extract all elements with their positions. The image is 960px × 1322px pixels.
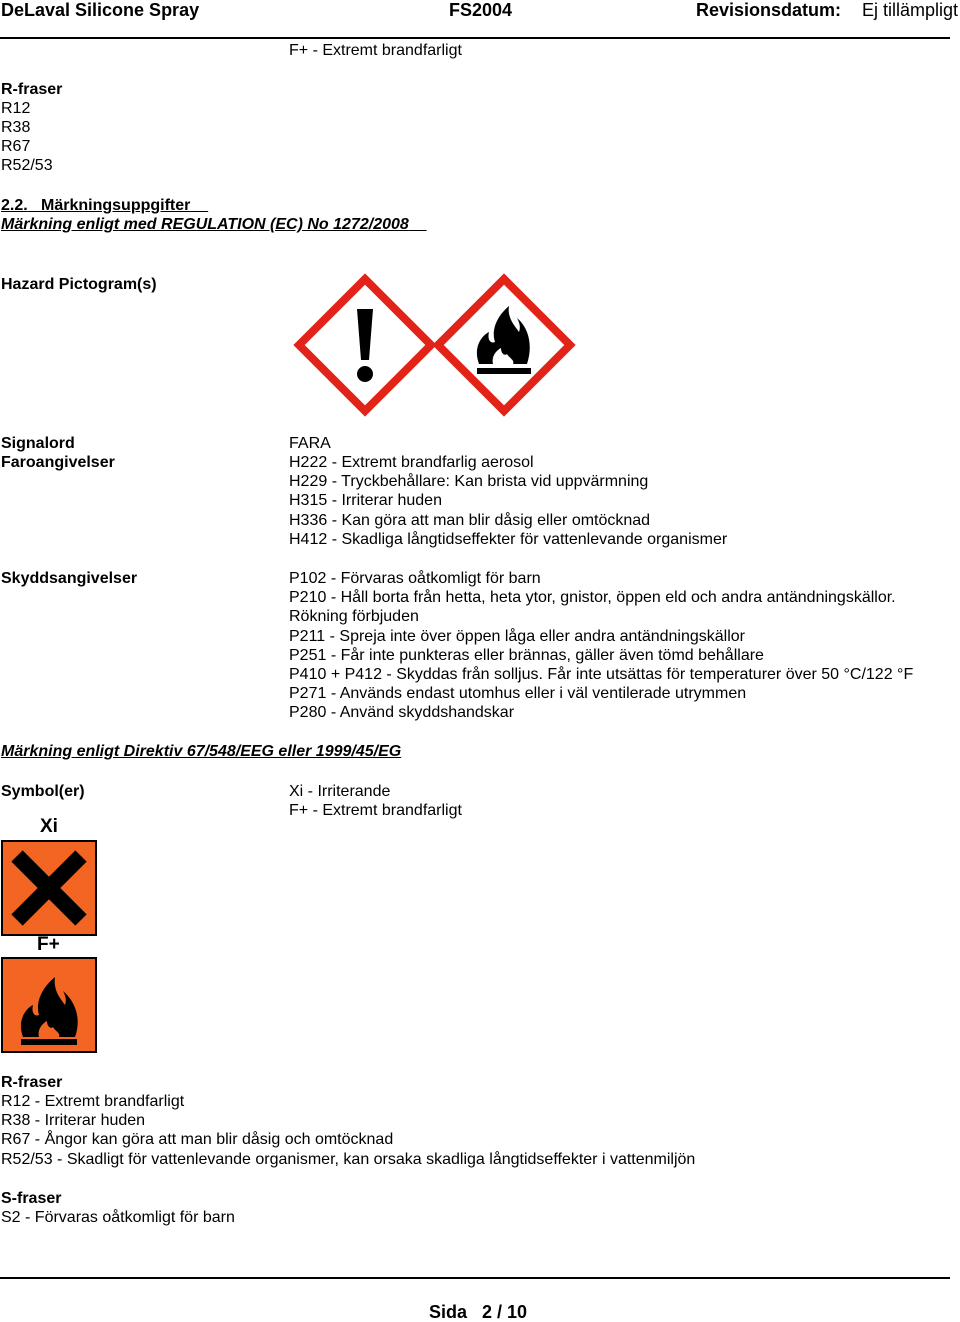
precautionary-statement: P210 - Håll borta från hetta, heta ytor, gnistor, öppen eld och andra antändningskällor. bbox=[289, 589, 896, 607]
hazard-statement: H222 - Extremt brandfarlig aerosol bbox=[289, 454, 534, 471]
flame-icon bbox=[435, 276, 573, 414]
rphrase-item: R38 - Irriterar huden bbox=[1, 1112, 146, 1130]
symbols-label: Symbol(er) bbox=[1, 783, 85, 800]
precautionary-statement: Rökning förbjuden bbox=[289, 608, 419, 626]
precautionary-statement: P410 + P412 - Skyddas från solljus. Får inte utsättas för temperaturer över 50 °C/122 °F bbox=[289, 665, 914, 683]
precautionary-statement: P102 - Förvaras oåtkomligt för barn bbox=[289, 570, 541, 587]
page-indicator bbox=[429, 1302, 527, 1322]
hazard-statement: H336 - Kan göra att man blir dåsig eller omtöcknad bbox=[289, 511, 651, 529]
precautionary-statement: P211 - Spreja inte över öppen låga eller andra antändningskällor bbox=[289, 627, 746, 645]
exclamation-mark-icon bbox=[296, 276, 434, 414]
xi-symbol-code: Xi bbox=[40, 816, 58, 837]
symbol-item: Xi - Irriterande bbox=[289, 783, 391, 800]
precautionary-statements-list bbox=[289, 569, 913, 723]
page-value: 2 / 10 bbox=[482, 1302, 528, 1322]
rphrases-top-title: R-fraser bbox=[1, 81, 63, 98]
rphrase-top-item: R67 bbox=[1, 138, 31, 155]
page-label: Sida bbox=[429, 1302, 468, 1322]
hazard-statements-label: Faroangivelser bbox=[1, 454, 115, 471]
precautionary-statements-label: Skyddsangivelser bbox=[1, 570, 138, 587]
section-subtitle-text: Märkning enligt med REGULATION (EC) No 1272/2008 bbox=[1, 216, 409, 233]
sphrase-item: S2 - Förvaras oåtkomligt för barn bbox=[1, 1209, 235, 1226]
symbol-item: F+ - Extremt brandfarligt bbox=[289, 802, 462, 820]
rphrase-item: R52/53 - Skadligt för vattenlevande organismer, kan orsaka skadliga långtidseffekter i vattenmiljön bbox=[1, 1150, 696, 1168]
section-number: 2.2. bbox=[1, 197, 28, 214]
hazard-statement: H315 - Irriterar huden bbox=[289, 492, 442, 510]
rphrase-item: R67 - Ångor kan göra att man blir dåsig och omtöcknad bbox=[1, 1131, 394, 1149]
directive-title: Märkning enligt Direktiv 67/548/EEG eller 1999/45/EG bbox=[1, 743, 402, 760]
hazard-statement: H412 - Skadliga långtidseffekter för vattenlevande organismer bbox=[289, 530, 728, 548]
sphrases-title: S-fraser bbox=[1, 1190, 62, 1207]
symbols-list bbox=[289, 782, 462, 820]
section-title: Märkningsuppgifter bbox=[41, 197, 191, 214]
x-cross-icon bbox=[1, 840, 97, 936]
precautionary-statement: P251 - Får inte punkteras eller brännas, gäller även tömd behållare bbox=[289, 646, 764, 664]
rphrase-top-item: R12 bbox=[1, 100, 31, 117]
footer-rule bbox=[0, 1277, 950, 1279]
header-rule bbox=[0, 37, 950, 39]
section-heading bbox=[1, 196, 208, 215]
hazard-pictograms-label: Hazard Pictogram(s) bbox=[1, 276, 157, 293]
signal-word-label: Signalord bbox=[1, 435, 75, 452]
hazard-statements-list bbox=[289, 453, 727, 549]
rphrase-top-item: R38 bbox=[1, 119, 31, 136]
rphrases-bottom-list bbox=[1, 1092, 695, 1169]
revision-value: Ej tillämpligt bbox=[862, 0, 959, 20]
fplus-symbol-code: F+ bbox=[37, 934, 60, 955]
section-subtitle bbox=[1, 215, 427, 234]
rphrases-bottom-title: R-fraser bbox=[1, 1074, 63, 1091]
rphrase-item: R12 - Extremt brandfarligt bbox=[1, 1093, 185, 1110]
document-code: FS2004 bbox=[449, 0, 513, 20]
revision-label: Revisionsdatum: bbox=[696, 0, 842, 20]
rphrase-top-item: R52/53 bbox=[1, 157, 53, 174]
product-name: DeLaval Silicone Spray bbox=[1, 0, 200, 20]
precautionary-statement: P280 - Använd skyddshandskar bbox=[289, 704, 515, 722]
top-symbol-line: F+ - Extremt brandfarligt bbox=[289, 42, 462, 59]
signal-word-value: FARA bbox=[289, 435, 331, 452]
flame-icon bbox=[1, 957, 97, 1053]
precautionary-statement: P271 - Används endast utomhus eller i väl ventilerade utrymmen bbox=[289, 685, 747, 703]
hazard-statement: H229 - Tryckbehållare: Kan brista vid uppvärmning bbox=[289, 473, 649, 491]
